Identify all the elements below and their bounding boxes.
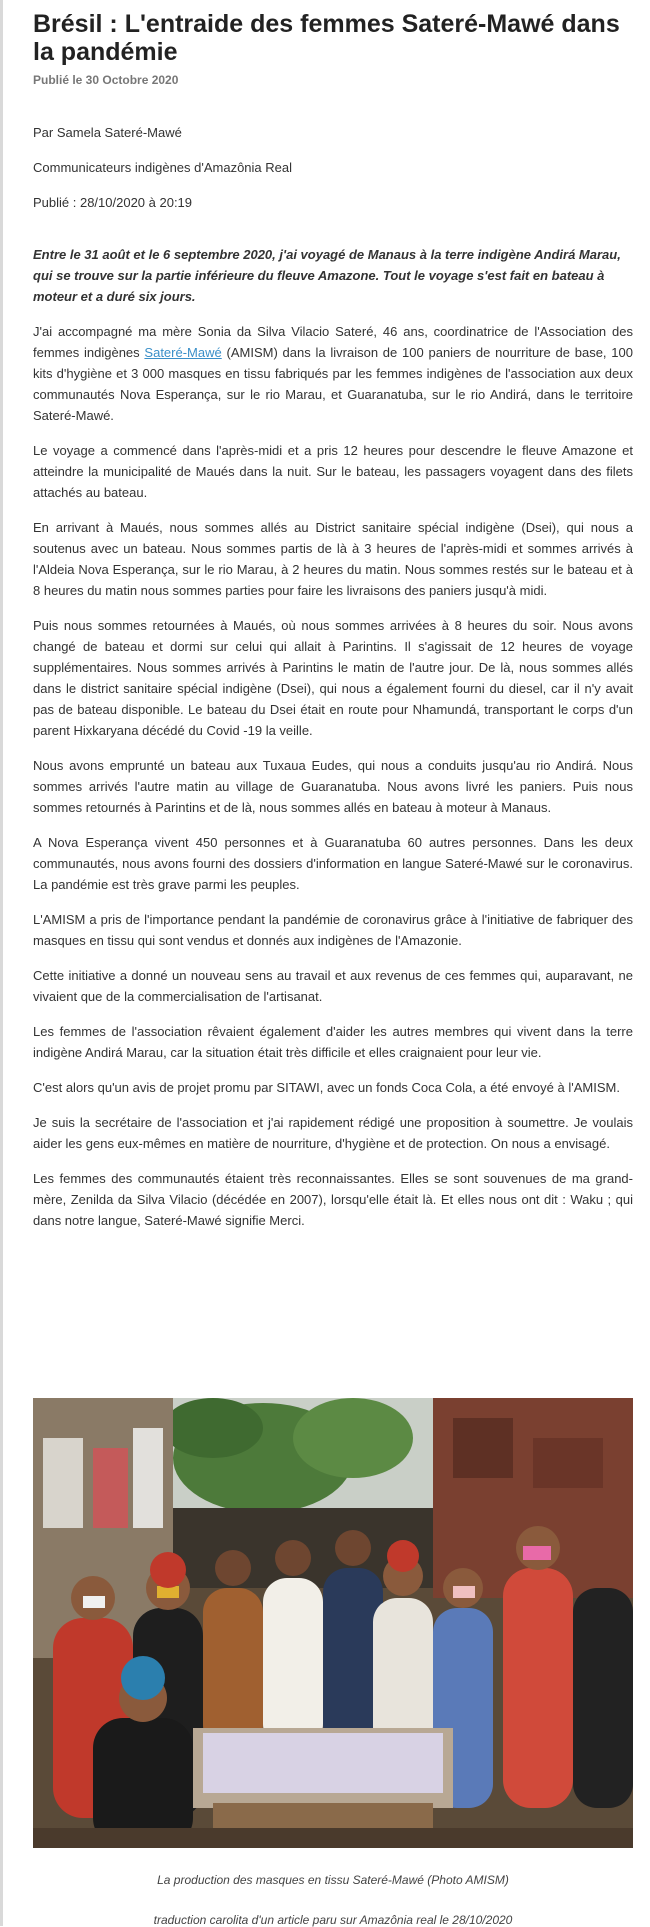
paragraph-7: L'AMISM a pris de l'importance pendant la pandémie de coronavirus grâce à l'initiative de fabriquer des masques en tissu qui sont vendus et donnés aux indigènes de l'Amazonie. xyxy=(33,912,633,948)
paragraph-2: Le voyage a commencé dans l'après-midi et a pris 12 heures pour descendre le fleuve Amazone et atteindre la municipalité de Maués dans la nuit. Sur le bateau, les passagers voyagent dans des filets attachés au bateau. xyxy=(33,443,633,500)
lead-paragraph: Entre le 31 août et le 6 septembre 2020, j'ai voyagé de Manaus à la terre indigène Andirá Marau, qui se trouve sur la partie inférieure du fleuve Amazone. Tout le voyage s'est fait en bateau à moteur et a duré six jours. xyxy=(33,247,621,304)
satere-mawe-link[interactable]: Sateré-Mawé xyxy=(144,345,222,360)
page-left-border xyxy=(0,0,3,1926)
paragraph-1 xyxy=(33,321,633,426)
article xyxy=(33,10,633,1231)
paragraph-10: C'est alors qu'un avis de projet promu par SITAWI, avec un fonds Coca Cola, a été envoyé à l'AMISM. xyxy=(33,1080,620,1095)
photo-caption: La production des masques en tissu Sateré-Mawé (Photo AMISM) xyxy=(157,1873,509,1887)
paragraph-6: A Nova Esperança vivent 450 personnes et à Guaranatuba 60 autres personnes. Dans les deux communautés, nous avons fourni des dossiers d'information en langue Sateré-Mawé sur le coronavirus. La pandémie est très grave parmi les peuples. xyxy=(33,835,633,892)
paragraph-9: Les femmes de l'association rêvaient également d'aider les autres membres qui vivent dans la terre indigène Andirá Marau, car la situation était très difficile et elles craignaient pour leur vie. xyxy=(33,1024,633,1060)
publication-date: Publié le 30 Octobre 2020 xyxy=(33,73,179,87)
paragraph-11: Je suis la secrétaire de l'association et j'ai rapidement rédigé une proposition à soumettre. Je voulais aider les gens eux-mêmes en matière de nourriture, d'hygiène et de protection. On nous a envisagé. xyxy=(33,1115,633,1151)
author-line: Par Samela Sateré-Mawé xyxy=(33,125,182,140)
paragraph-5: Nous avons emprunté un bateau aux Tuxaua Eudes, qui nous a conduits jusqu'au rio Andirá. Nous sommes arrivés l'autre matin au village de Guaranatuba. Nous avons livré les paniers. Puis nous sommes retournés à Parintins et de là, nous sommes allés en bateau à moteur à Manaus. xyxy=(33,758,633,815)
paragraph-12: Les femmes des communautés étaient très reconnaissantes. Elles se sont souvenues de ma grand-mère, Zenilda da Silva Vilacio (décédée en 2007), lorsqu'elle était là. Et elles nous ont dit : Waku ; qui dans notre langue, Sateré-Mawé signifie Merci. xyxy=(33,1171,633,1228)
paragraph-8: Cette initiative a donné un nouveau sens au travail et aux revenus de ces femmes qui, auparavant, ne vivaient que de la commercialisation de l'artisanat. xyxy=(33,968,633,1004)
paragraph-1-text-b: (AMISM) dans la livraison de 100 paniers de nourriture de base, 100 kits d'hygiène et 3 000 masques en tissu fabriqués par les femmes indigènes de l'association aux deux communautés Nova Esperança, sur le rio Marau, et Guaranatuba, sur le rio Andirá, dans le territoire Sateré-Mawé. xyxy=(33,345,633,423)
posted-timestamp: Publié : 28/10/2020 à 20:19 xyxy=(33,195,193,210)
paragraph-1-text-a: J'ai accompagné ma mère Sonia da Silva Vilacio Sateré, 46 ans, coordinatrice de l'Association des femmes indigènes xyxy=(33,324,633,360)
organization-line: Communicateurs indigènes d'Amazônia Real xyxy=(33,160,293,175)
article-title: Brésil : L'entraide des femmes Sateré-Mawé dans la pandémie xyxy=(33,10,620,66)
paragraph-3: En arrivant à Maués, nous sommes allés au District sanitaire spécial indigène (Dsei), qui nous a soutenus avec un bateau. Nous sommes partis de là à 3 heures de l'après-midi et sommes arrivés à l'Aldeia Nova Esperança, sur le rio Marau, à 2 heures du matin. Nous sommes restés sur le bateau et à 8 heures du matin nous sommes parties pour faire les livraisons des paniers jusqu'à midi. xyxy=(33,520,633,598)
article-photo xyxy=(33,1398,633,1848)
paragraph-4: Puis nous sommes retournées à Maués, où nous sommes arrivées à 8 heures du soir. Nous avons changé de bateau et dormi sur celui qui allait à Parintins. Il s'agissait de 12 heures de voyage supplémentaires. Nous sommes arrivés à Parintins le matin de l'autre jour. De là, nous sommes allés dans le district sanitaire spécial indigène (Dsei), qui nous a également fourni du diesel, car il n'y avait pas de bateau disponible. Le bateau du Dsei était en route pour Nhamundá, transportant le corps d'un parent Hixkaryana décédé du Covid -19 la veille. xyxy=(33,618,633,738)
translation-credit: traduction carolita d'un article paru sur Amazônia real le 28/10/2020 xyxy=(153,1913,513,1927)
